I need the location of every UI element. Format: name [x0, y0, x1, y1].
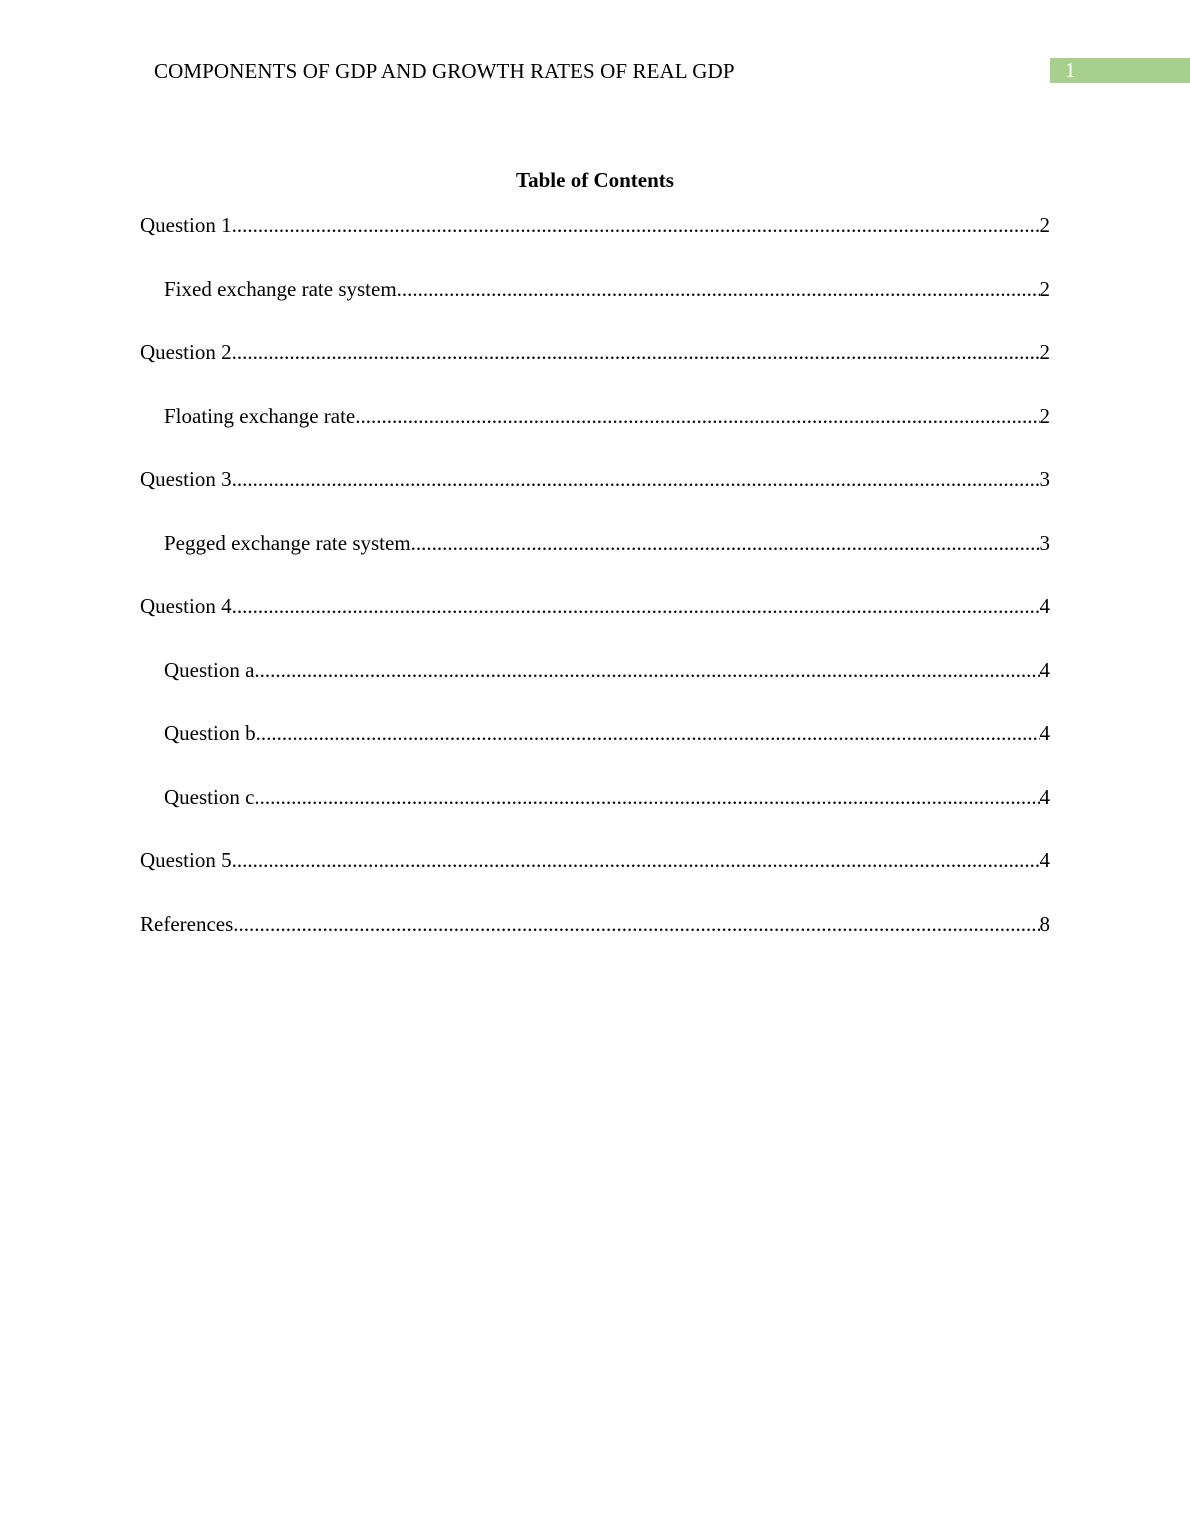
toc-heading: Table of Contents: [516, 168, 674, 192]
toc-entry-page: 2: [1039, 276, 1050, 301]
toc-entry-page: 2: [1039, 340, 1050, 364]
toc-entry-label: Question b: [164, 721, 256, 745]
toc-entry-question-5[interactable]: [140, 846, 1050, 910]
toc-entry-label: Fixed exchange rate system: [164, 276, 397, 301]
toc-leader-dots: [256, 719, 1040, 747]
toc-entry-page: 3: [1039, 467, 1050, 491]
toc-entry-label: Question 2: [140, 340, 232, 364]
page-number-box: [1050, 58, 1190, 83]
toc-entry-page: 4: [1039, 848, 1050, 872]
toc-leader-dots: [355, 402, 1039, 430]
toc-entry-floating-exchange-rate[interactable]: [140, 402, 1050, 466]
toc-leader-dots: [232, 592, 1040, 620]
running-header-title: COMPONENTS OF GDP AND GROWTH RATES OF REAL GDP: [154, 59, 735, 83]
toc-entry-page: 2: [1039, 213, 1050, 237]
toc-entry-question-a[interactable]: [140, 656, 1050, 720]
page-number: 1: [1065, 58, 1076, 82]
toc-entry-question-3[interactable]: [140, 465, 1050, 529]
toc-entry-label: Question a: [164, 657, 255, 682]
toc-entry-question-4[interactable]: [140, 592, 1050, 656]
toc-list: [140, 211, 1050, 973]
toc-entry-page: 4: [1039, 657, 1050, 682]
toc-leader-dots: [232, 465, 1040, 493]
toc-entry-page: 8: [1039, 911, 1050, 936]
toc-entry-pegged-exchange-rate-system[interactable]: [140, 529, 1050, 593]
toc-entry-page: 3: [1039, 530, 1050, 555]
toc-entry-label: Question 1: [140, 213, 232, 237]
toc-leader-dots: [254, 656, 1039, 684]
toc-leader-dots: [233, 910, 1039, 938]
toc-entry-question-c[interactable]: [140, 783, 1050, 847]
toc-entry-page: 2: [1039, 403, 1050, 428]
toc-entry-question-2[interactable]: [140, 338, 1050, 402]
toc-entry-label: References: [140, 911, 234, 936]
toc-entry-question-b[interactable]: [140, 719, 1050, 783]
toc-entry-references[interactable]: [140, 910, 1050, 974]
toc-entry-label: Question 3: [140, 467, 232, 491]
toc-leader-dots: [397, 275, 1040, 303]
toc-entry-page: 4: [1039, 784, 1050, 809]
toc-entry-fixed-exchange-rate-system[interactable]: [140, 275, 1050, 339]
toc-entry-page: 4: [1039, 594, 1050, 618]
toc-entry-label: Question c: [164, 784, 255, 809]
toc-leader-dots: [411, 529, 1040, 557]
toc-entry-label: Question 4: [140, 594, 232, 618]
toc-entry-question-1[interactable]: [140, 211, 1050, 275]
toc-entry-label: Question 5: [140, 848, 232, 872]
toc-entry-page: 4: [1039, 721, 1050, 745]
toc-leader-dots: [232, 211, 1040, 239]
toc-entry-label: Pegged exchange rate system: [164, 530, 411, 555]
toc-leader-dots: [232, 338, 1040, 366]
toc-entry-label: Floating exchange rate: [164, 403, 356, 428]
toc-leader-dots: [254, 783, 1039, 811]
toc-leader-dots: [232, 846, 1040, 874]
